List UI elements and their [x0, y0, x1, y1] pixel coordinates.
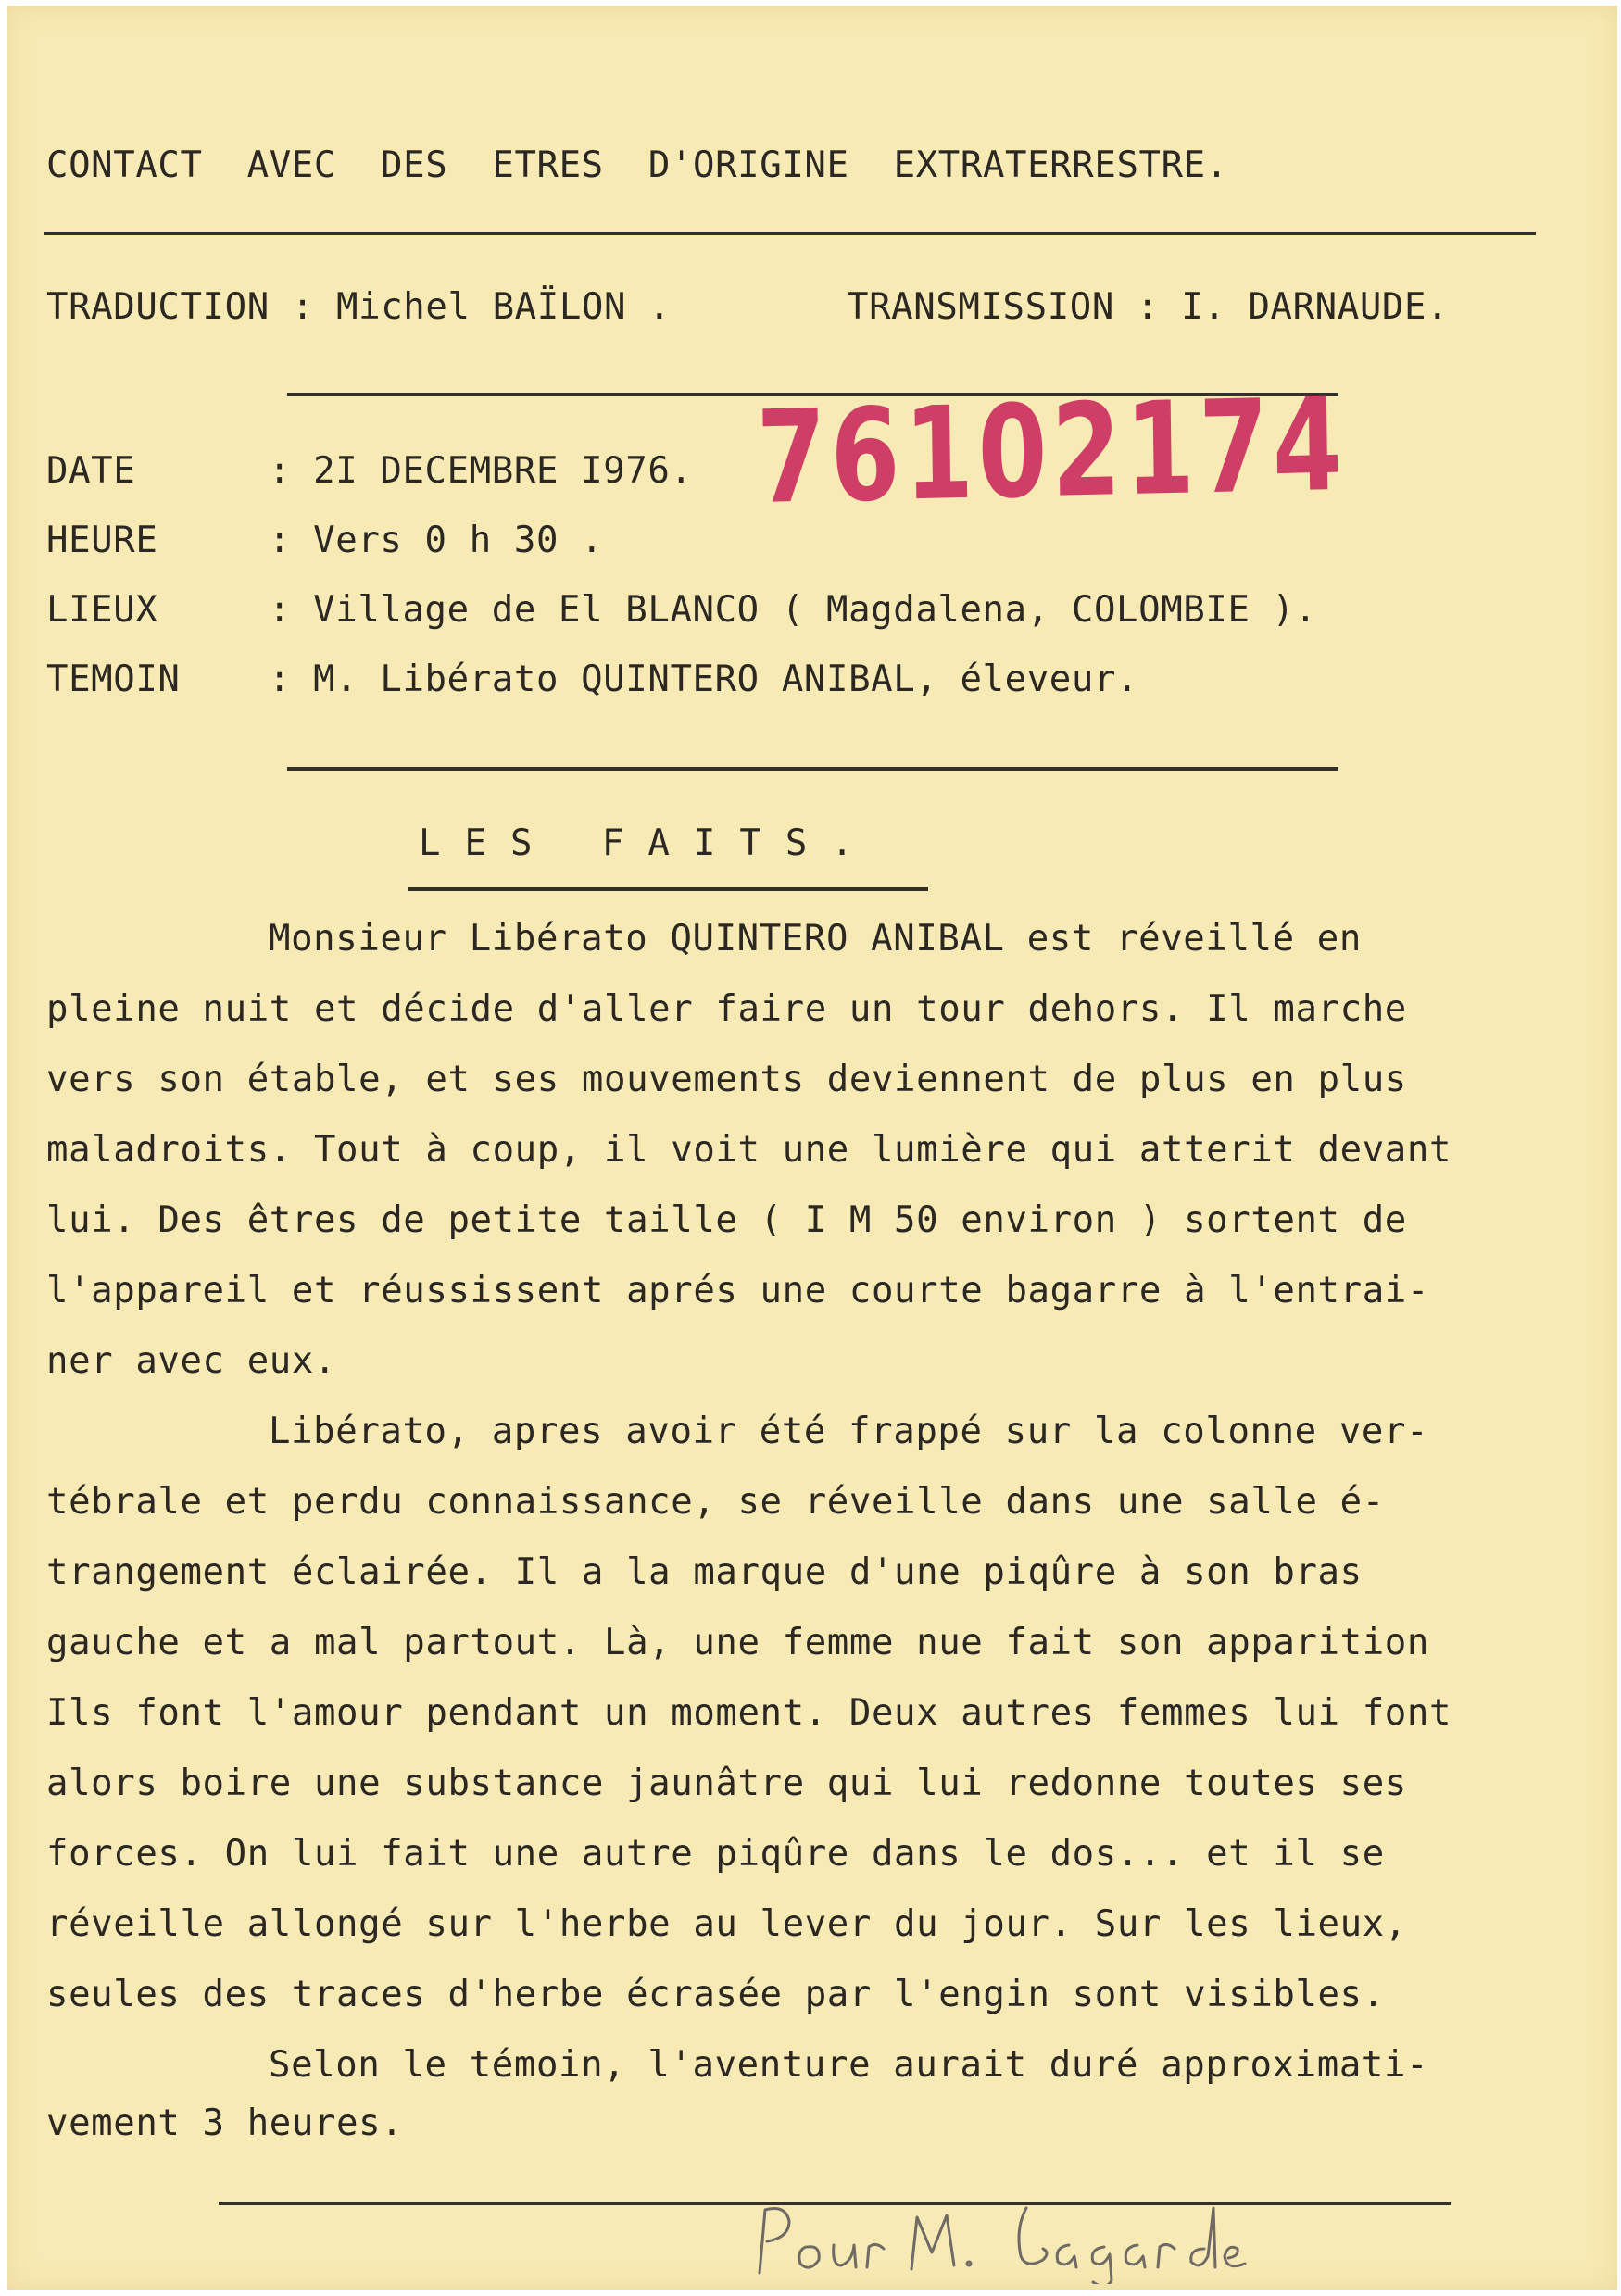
divider-rule [44, 232, 1536, 235]
body-line: maladroits. Tout à coup, il voit une lumière qui atterit devant [46, 1129, 1452, 1171]
transmission-credit: TRANSMISSION : I. DARNAUDE. [847, 286, 1450, 328]
detail-value-date: : 2I DECEMBRE I976. [269, 450, 693, 492]
detail-label-temoin: TEMOIN [46, 659, 181, 700]
body-line: réveille allongé sur l'herbe au lever du jour. Sur les lieux, [46, 1903, 1407, 1945]
translation-credit: TRADUCTION : Michel BAÏLON . [46, 286, 672, 328]
handwritten-note-signature [748, 2191, 1304, 2284]
body-line: seules des traces d'herbe écrasée par l'engin sont visibles. [46, 1974, 1385, 2015]
body-line: l'appareil et réussissent aprés une courte bagarre à l'entrai- [46, 1270, 1429, 1311]
detail-label-date: DATE [46, 450, 136, 492]
section-title: LES FAITS. [419, 822, 877, 864]
body-line: forces. On lui fait une autre piqûre dans le dos... et il se [46, 1833, 1385, 1875]
body-line: vement 3 heures. [46, 2102, 404, 2144]
detail-label-heure: HEURE [46, 520, 158, 561]
body-line: Libérato, apres avoir été frappé sur la colonne ver- [269, 1411, 1429, 1452]
body-line: Selon le témoin, l'aventure aurait duré approximati- [269, 2044, 1429, 2086]
detail-value-heure: : Vers 0 h 30 . [269, 520, 604, 561]
detail-value-lieux: : Village de El BLANCO ( Magdalena, COLOMBIE ). [269, 589, 1317, 631]
body-line: lui. Des êtres de petite taille ( I M 50 environ ) sortent de [46, 1199, 1407, 1241]
body-line: ner avec eux. [46, 1340, 337, 1382]
body-line: trangement éclairée. Il a la marque d'une piqûre à son bras [46, 1551, 1363, 1593]
detail-value-temoin: : M. Libérato QUINTERO ANIBAL, éleveur. [269, 659, 1139, 700]
detail-label-lieux: LIEUX [46, 589, 158, 631]
body-line: vers son étable, et ses mouvements deviennent de plus en plus [46, 1059, 1407, 1100]
body-line: Monsieur Libérato QUINTERO ANIBAL est réveillé en [269, 918, 1362, 960]
body-line: gauche et a mal partout. Là, une femme nue fait son apparition [46, 1622, 1429, 1663]
divider-rule [287, 767, 1338, 771]
body-line: pleine nuit et décide d'aller faire un tour dehors. Il marche [46, 988, 1407, 1030]
section-title-underline [408, 887, 928, 891]
body-line: Ils font l'amour pendant un moment. Deux autres femmes lui font [46, 1692, 1452, 1734]
body-line: alors boire une substance jaunâtre qui lui redonne toutes ses [46, 1763, 1407, 1804]
body-line: tébrale et perdu connaissance, se réveille dans une salle é- [46, 1481, 1385, 1523]
archive-number-stamp: 76102174 [755, 370, 1348, 533]
document-page [7, 6, 1617, 2290]
document-title: CONTACT AVEC DES ETRES D'ORIGINE EXTRATERRESTRE. [46, 144, 1228, 186]
